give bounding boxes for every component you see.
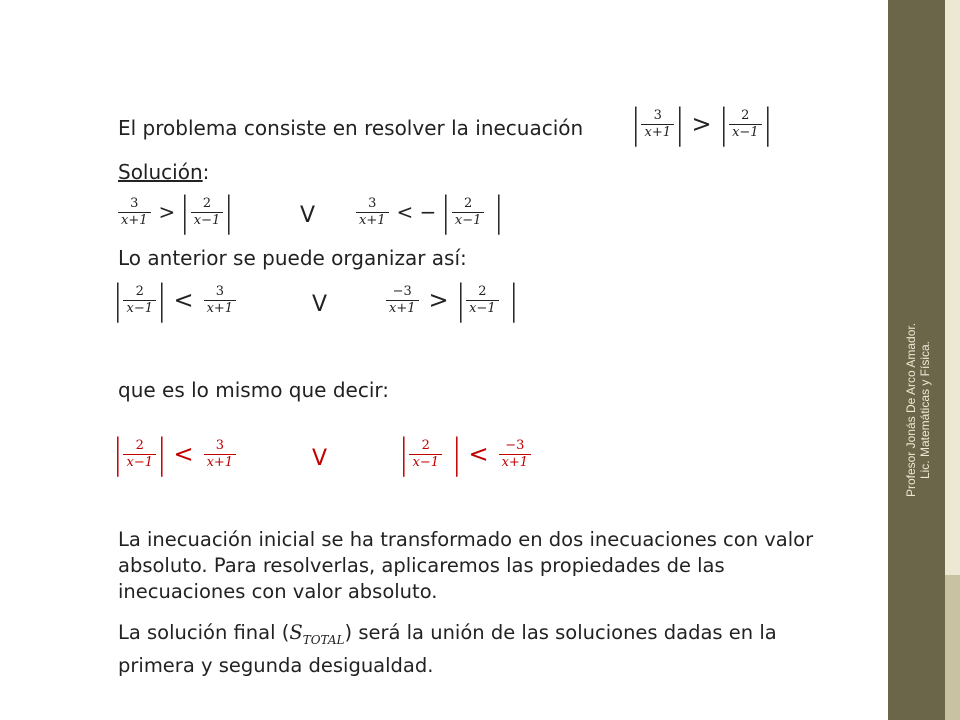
fraction: [191, 196, 224, 229]
denominator: x+1: [204, 454, 237, 471]
fraction: [499, 438, 532, 471]
fraction: [356, 196, 389, 229]
line2-right-inequality: [384, 277, 517, 323]
sidebar-strip-lower: [945, 575, 960, 720]
abs-bar: |: [114, 277, 121, 323]
fraction: [409, 438, 442, 471]
operator: <: [468, 440, 489, 468]
denominator: x−1: [123, 300, 156, 317]
para2-after: ) será la unión de las soluciones dadas en la primera y segunda desigualdad.: [118, 621, 777, 677]
operator: >: [158, 200, 176, 224]
abs-bar: |: [510, 277, 517, 323]
operator: < −: [396, 200, 437, 224]
numerator: 2: [135, 437, 144, 453]
or-symbol: V: [312, 446, 328, 471]
numerator: 3: [215, 283, 224, 299]
or-symbol: V: [312, 292, 328, 317]
fraction: [729, 108, 762, 141]
solucion-label: Solución: [118, 160, 203, 184]
denominator: x−1: [123, 454, 156, 471]
fraction: [123, 284, 156, 317]
abs-bar: |: [158, 277, 165, 323]
abs-bar: |: [632, 101, 639, 147]
line3-right-inequality: [400, 431, 533, 477]
abs-bar: |: [720, 101, 727, 147]
paragraph-transformation: La inecuación inicial se ha transformado en dos inecuaciones con valor absoluto. Para resolverlas, aplicaremos las propiedades de las inecuaciones con valor absoluto.: [118, 528, 814, 603]
numerator: 2: [463, 195, 473, 211]
abs-bar: |: [181, 189, 189, 235]
abs-bar: |: [676, 101, 683, 147]
denominator: x−1: [409, 454, 442, 471]
intro-inequality: [632, 101, 771, 147]
denominator: x+1: [356, 212, 389, 229]
abs-bar: |: [400, 431, 407, 477]
organizar-text: Lo anterior se puede organizar así:: [118, 246, 467, 270]
solucion-heading: [118, 160, 209, 184]
para2-before: La solución final (: [118, 621, 290, 644]
intro-text: El problema consiste en resolver la inecuación: [118, 116, 584, 140]
numerator: 2: [421, 437, 430, 453]
denominator: x+1: [641, 124, 674, 141]
line2-left-inequality: [114, 277, 238, 323]
abs-bar: |: [443, 189, 450, 235]
denominator: x−1: [466, 300, 499, 317]
denominator: x−1: [452, 212, 485, 229]
line3-left-inequality: [114, 431, 238, 477]
fraction: [466, 284, 499, 317]
abs-bar: |: [158, 431, 165, 477]
fraction: [118, 196, 151, 229]
denominator: x+1: [204, 300, 237, 317]
numerator: 3: [130, 195, 139, 211]
numerator: 3: [215, 437, 224, 453]
decir-text: que es lo mismo que decir:: [118, 378, 389, 402]
operator: <: [173, 440, 194, 468]
fraction: [204, 284, 237, 317]
abs-bar: |: [496, 189, 503, 235]
solucion-colon: :: [202, 160, 210, 184]
fraction: [386, 284, 419, 317]
numerator: 3: [653, 107, 662, 123]
operator: >: [428, 286, 449, 314]
numerator: 2: [135, 283, 144, 299]
abs-bar: |: [457, 277, 464, 323]
numerator: −3: [505, 437, 525, 453]
denominator: x+1: [118, 212, 151, 229]
abs-bar: |: [225, 189, 233, 235]
numerator: 2: [478, 283, 487, 299]
denominator: x−1: [191, 212, 224, 229]
abs-bar: |: [764, 101, 771, 147]
denominator: x+1: [499, 454, 532, 471]
abs-bar: |: [114, 431, 121, 477]
credit-author: Profesor Jonás De Arco Amador.: [904, 322, 918, 498]
credit-degree: Lic. Matemáticas y Física.: [918, 340, 932, 480]
fraction: [641, 108, 674, 141]
denominator: x+1: [386, 300, 419, 317]
numerator: 2: [741, 107, 750, 123]
operator: >: [691, 110, 712, 138]
line1-right-inequality: [354, 189, 503, 235]
fraction: [452, 196, 485, 229]
numerator: −3: [392, 283, 412, 299]
abs-bar: |: [453, 431, 460, 477]
operator: <: [173, 286, 194, 314]
numerator: 3: [368, 195, 377, 211]
fraction: [204, 438, 237, 471]
denominator: x−1: [729, 124, 762, 141]
fraction: [123, 438, 156, 471]
line1-left-inequality: [116, 189, 233, 235]
s-total-main: S: [289, 621, 303, 644]
numerator: 2: [202, 195, 212, 211]
s-total: [289, 621, 345, 647]
s-total-sub: TOTAL: [302, 632, 345, 647]
or-symbol: V: [300, 203, 316, 228]
paragraph-solution: [118, 620, 858, 679]
